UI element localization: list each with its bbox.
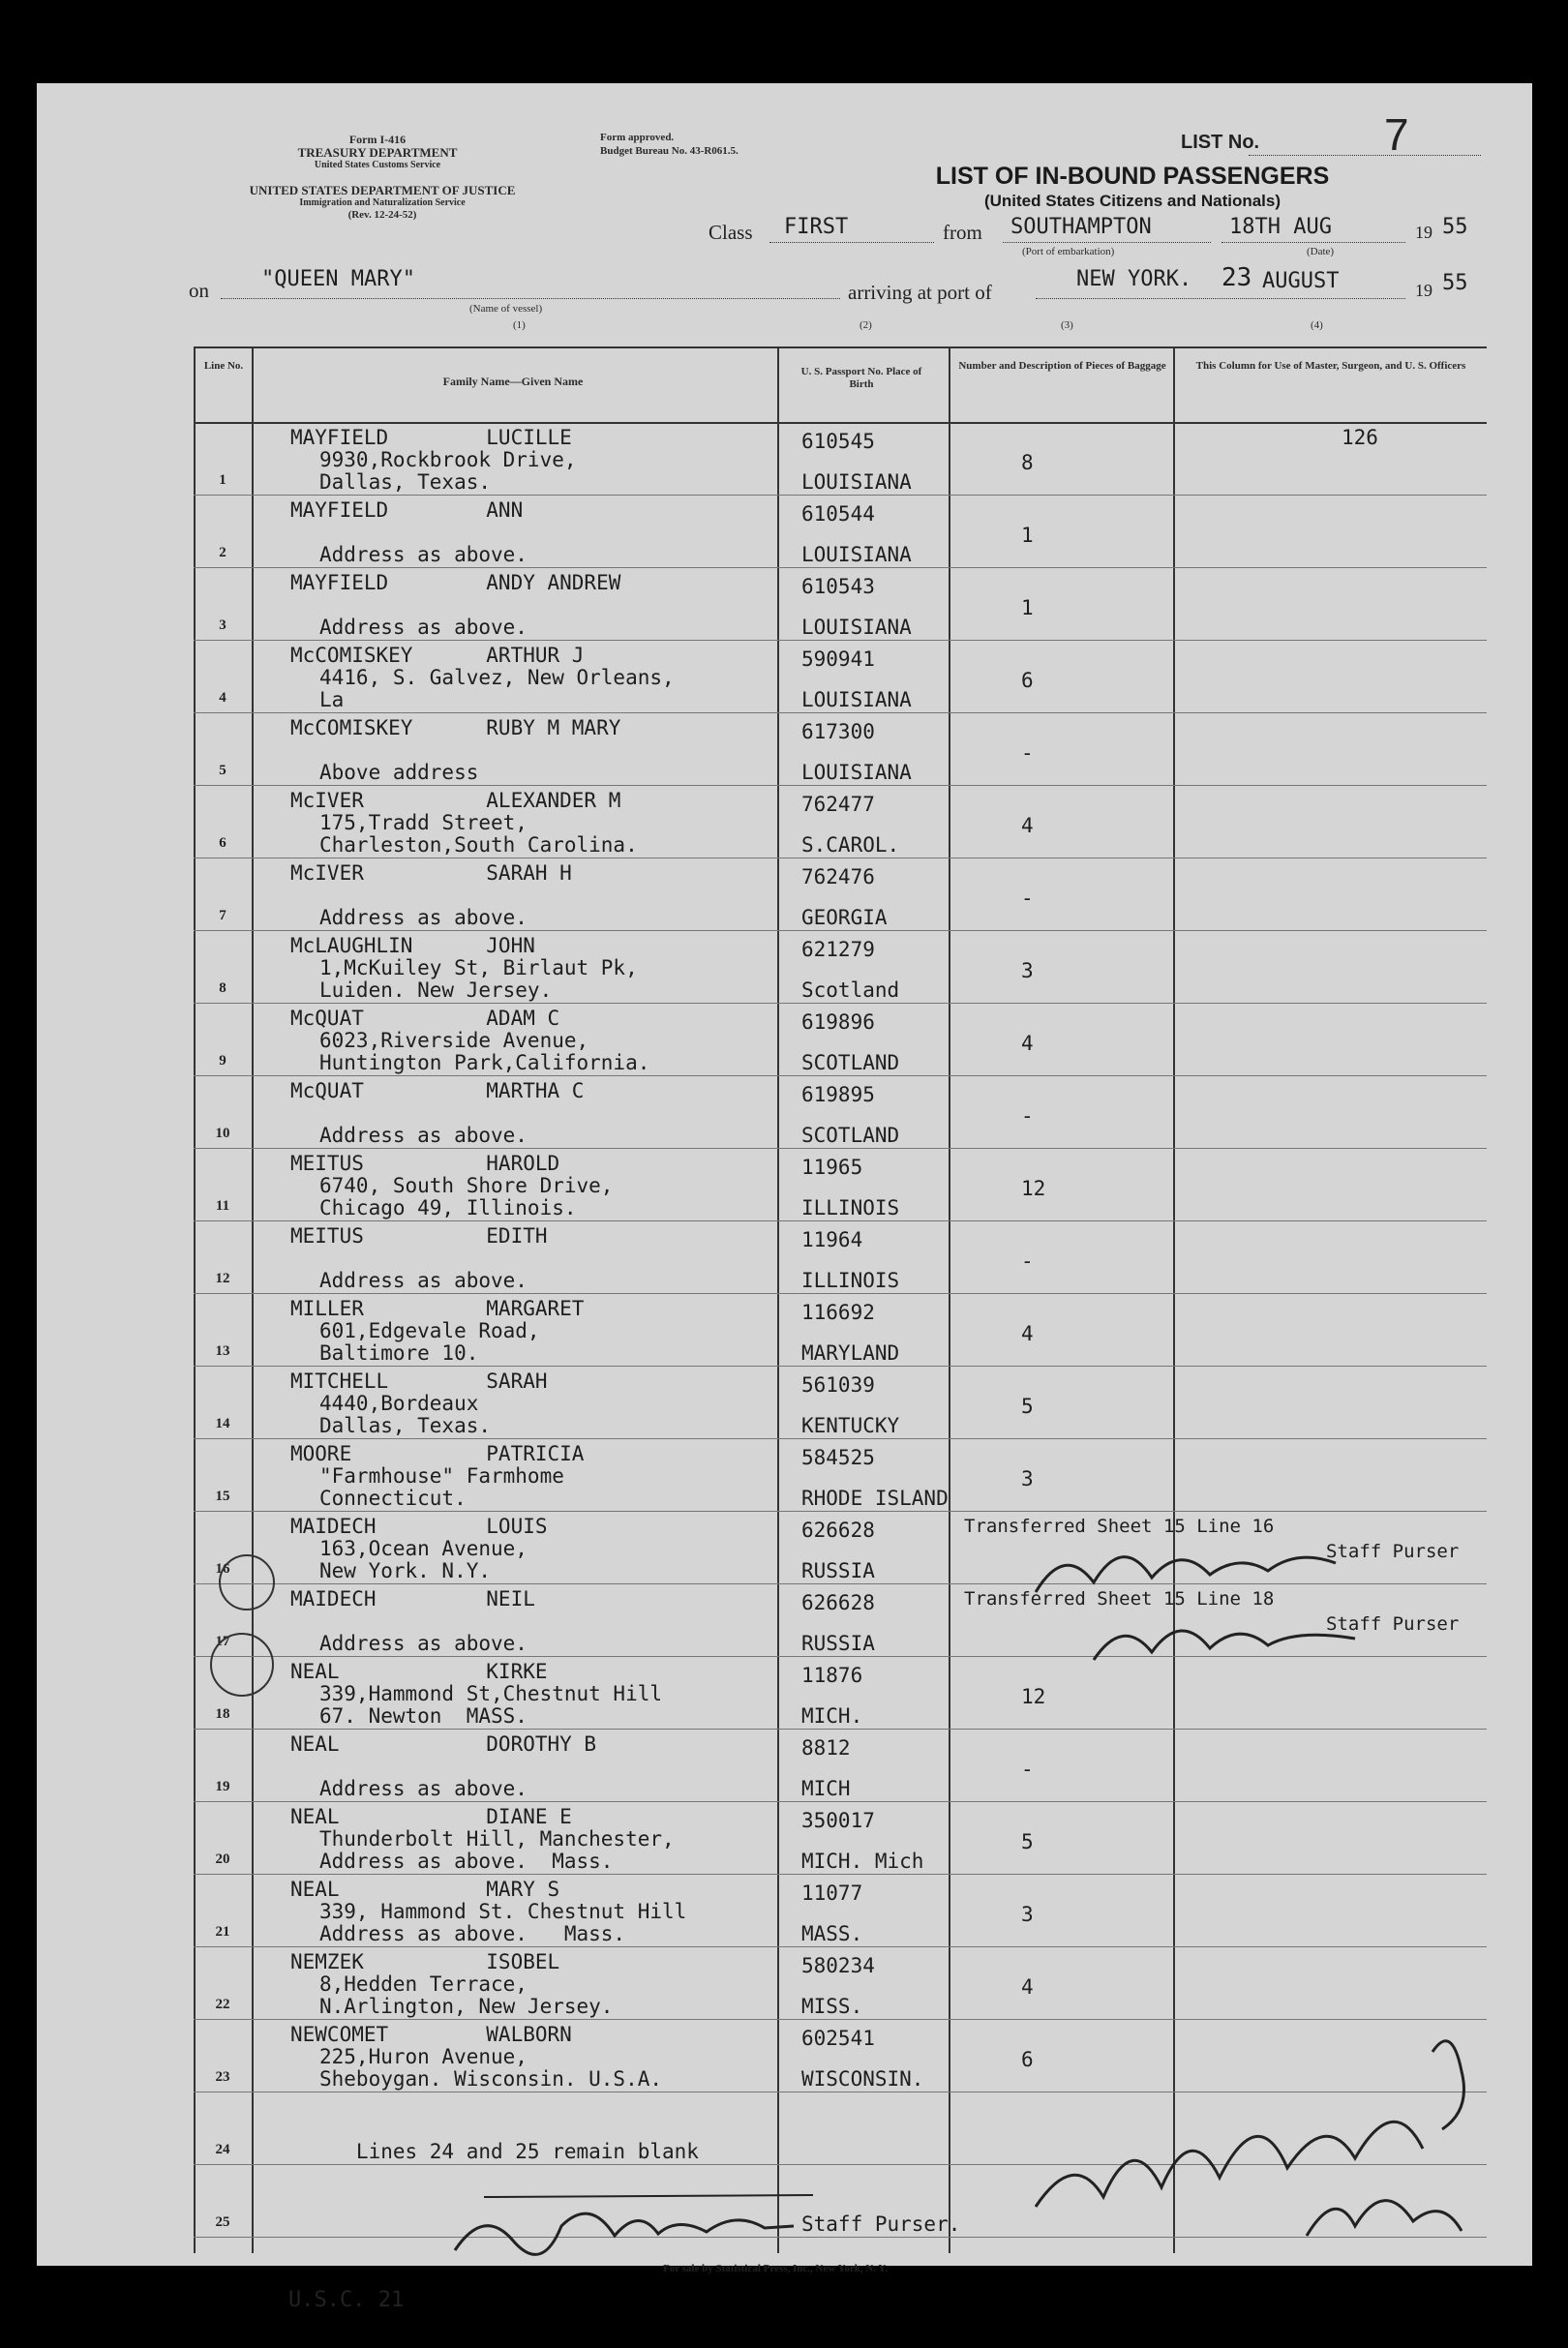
row-divider [194, 640, 1487, 641]
place-of-birth: RHODE ISLAND [801, 1487, 949, 1510]
passport-number: 584525 [801, 1446, 875, 1469]
baggage-count: - [1021, 741, 1034, 765]
baggage-count: - [1021, 887, 1034, 910]
officer-signature-bottom [1016, 2013, 1500, 2265]
col-head-passport: U. S. Passport No. Place of Birth [800, 366, 922, 390]
col-head-name: Family Name—Given Name [442, 375, 584, 388]
baggage-count: 5 [1021, 1395, 1034, 1418]
on-label: on [189, 279, 209, 302]
form-code: U.S.C. 21 [288, 2288, 405, 2312]
date-value: 18TH AUG [1229, 215, 1332, 239]
address-line-2: Address as above. [319, 1269, 528, 1292]
place-of-birth: GEORGIA [801, 906, 888, 929]
passenger-name: MAYFIELD LUCILLE [290, 426, 572, 449]
line-number: 1 [219, 472, 226, 488]
row-divider [194, 1366, 1487, 1367]
line-number: 23 [215, 2069, 230, 2085]
from-label: from [943, 221, 982, 244]
place-of-birth: MISS. [801, 1995, 863, 2018]
place-of-birth: SCOTLAND [801, 1051, 900, 1074]
address-line-1: 6740, South Shore Drive, [319, 1174, 614, 1197]
passenger-name: McCOMISKEY RUBY M MARY [290, 716, 621, 739]
passport-number: 619896 [801, 1010, 875, 1034]
line-number: 2 [219, 545, 226, 560]
line-number: 9 [219, 1053, 226, 1069]
line-number: 8 [219, 980, 226, 996]
baggage-count: 8 [1021, 451, 1034, 474]
col-marker-2: (2) [859, 319, 872, 331]
baggage-count: - [1021, 1104, 1034, 1128]
address-line-2: Connecticut. [319, 1487, 467, 1510]
year-prefix: 19 [1415, 223, 1432, 242]
place-of-birth: LOUISIANA [801, 688, 912, 711]
address-line-1: Thunderbolt Hill, Manchester, [319, 1827, 675, 1851]
col-head-baggage: Number and Description of Pieces of Baggage [958, 360, 1166, 372]
place-of-birth: MASS. [801, 1922, 863, 1945]
form-approved: Form approved. [600, 132, 675, 143]
passenger-name: NEAL DOROTHY B [290, 1732, 597, 1756]
passport-number: 602541 [801, 2027, 875, 2050]
officer-note: Staff Purser [1326, 1541, 1460, 1562]
line-number: 21 [215, 1924, 230, 1940]
row-divider [194, 567, 1487, 568]
address-line-2: Dallas, Texas. [319, 470, 492, 494]
passenger-table [194, 346, 1487, 2253]
row-divider [194, 712, 1487, 713]
address-line-1: 1,McKuiley St, Birlaut Pk, [319, 956, 638, 979]
address-line-2: Baltimore 10. [319, 1341, 479, 1365]
baggage-count: 6 [1021, 2048, 1034, 2071]
address-line-1: 9930,Rockbrook Drive, [319, 448, 577, 471]
passenger-name: MAIDECH NEIL [290, 1587, 535, 1610]
col-divider [949, 346, 950, 2253]
purser-signature-bottom [445, 2168, 852, 2265]
address-line-2: Luiden. New Jersey. [319, 978, 553, 1002]
passenger-name: MOORE PATRICIA [290, 1442, 585, 1465]
baggage-count: 12 [1021, 1685, 1046, 1708]
row-divider [194, 495, 1487, 496]
place-of-birth: WISCONSIN. [801, 2067, 924, 2091]
row-divider [194, 930, 1487, 931]
budget-bureau: Budget Bureau No. 43-R061.5. [600, 145, 739, 157]
place-of-birth: LOUISIANA [801, 543, 912, 566]
address-line-2: La [319, 688, 345, 711]
arrival-day: 23 [1221, 263, 1252, 292]
baggage-count: 3 [1021, 1467, 1034, 1490]
address-line-2: Lines 24 and 25 remain blank [319, 2140, 699, 2163]
line-circle-17 [203, 1626, 281, 1703]
row-divider [194, 1801, 1487, 1802]
line-number: 4 [219, 690, 226, 706]
list-no-value: 7 [1384, 109, 1409, 160]
year-value: 55 [1442, 215, 1468, 239]
address-line-1: 175,Tradd Street, [319, 811, 528, 834]
line-number: 13 [215, 1343, 230, 1359]
address-line-2: Sheboygan. Wisconsin. U.S.A. [319, 2067, 663, 2091]
passenger-name: MAYFIELD ANN [290, 498, 524, 522]
address-line-1: "Farmhouse" Farmhome [319, 1464, 564, 1488]
passenger-name: MEITUS HAROLD [290, 1152, 560, 1175]
passenger-name: NEMZEK ISOBEL [290, 1950, 560, 1973]
address-line-1: 8,Hedden Terrace, [319, 1972, 528, 1996]
baggage-count: 5 [1021, 1830, 1034, 1853]
baggage-count: 4 [1021, 1032, 1034, 1055]
address-line-2: Charleston,South Carolina. [319, 833, 638, 857]
place-of-birth: LOUISIANA [801, 470, 912, 494]
row-divider [194, 1438, 1487, 1439]
passenger-name: MAYFIELD ANDY ANDREW [290, 571, 621, 594]
place-of-birth: MICH. [801, 1704, 863, 1728]
customs-service: United States Customs Service [314, 160, 441, 170]
passport-number: 610543 [801, 575, 875, 598]
place-of-birth: RUSSIA [801, 1559, 875, 1582]
header-divider [194, 422, 1487, 424]
arrival-year: 55 [1442, 271, 1468, 295]
address-line-2: Address as above. [319, 1777, 528, 1800]
line-number: 7 [219, 908, 226, 923]
address-line-2: Chicago 49, Illinois. [319, 1196, 577, 1219]
col-head-officers: This Column for Use of Master, Surgeon, and U. S. Officers [1195, 360, 1466, 372]
passport-number: 580234 [801, 1954, 875, 1977]
immigration-service: Immigration and Naturalization Service [299, 197, 466, 208]
line-number: 24 [215, 2142, 230, 2157]
passenger-name: McIVER ALEXANDER M [290, 789, 621, 812]
place-of-birth: ILLINOIS [801, 1269, 900, 1292]
baggage-count: 6 [1021, 669, 1034, 692]
baggage-count: 1 [1021, 596, 1034, 619]
arrival-port: NEW YORK. [1076, 267, 1192, 291]
list-no-label: LIST No. [1181, 132, 1260, 153]
line-number: 19 [215, 1779, 230, 1794]
baggage-count: - [1021, 1758, 1034, 1781]
line-number: 16 [215, 1561, 230, 1577]
address-line-2: Address as above. [319, 616, 528, 639]
row-divider [194, 1729, 1487, 1730]
address-line-1: 163,Ocean Avenue, [319, 1537, 528, 1560]
passport-number: 617300 [801, 720, 875, 743]
col-marker-4: (4) [1311, 319, 1323, 331]
address-line-2: New York. N.Y. [319, 1559, 492, 1582]
from-value: SOUTHAMPTON [1010, 215, 1152, 239]
passport-number: 350017 [801, 1809, 875, 1832]
passenger-name: MAIDECH LOUIS [290, 1515, 548, 1538]
date-caption: (Date) [1307, 246, 1335, 257]
baggage-count: 1 [1021, 524, 1034, 547]
justice-dept: UNITED STATES DEPARTMENT OF JUSTICE [249, 183, 516, 197]
col-head-line-no: Line No. [203, 360, 244, 372]
officer-note: 126 [1342, 426, 1378, 449]
row-divider [194, 1148, 1487, 1149]
page-subtitle: (United States Citizens and Nationals) [983, 192, 1282, 210]
line-number: 18 [215, 1706, 230, 1722]
line-number: 17 [215, 1634, 230, 1649]
passenger-name: NEAL MARY S [290, 1878, 560, 1901]
class-value: FIRST [784, 215, 849, 239]
passport-number: 11965 [801, 1156, 863, 1179]
row-divider [194, 1220, 1487, 1221]
baggage-count: 12 [1021, 1177, 1046, 1200]
passport-number: 610545 [801, 430, 875, 453]
line-number: 6 [219, 835, 226, 851]
passenger-name: McQUAT ADAM C [290, 1007, 560, 1030]
baggage-count: 4 [1021, 1975, 1034, 1999]
passport-number: 621279 [801, 938, 875, 961]
passenger-name: McQUAT MARTHA C [290, 1079, 585, 1102]
address-line-2: Address as above. [319, 1124, 528, 1147]
vessel-value: "QUEEN MARY" [261, 267, 415, 291]
address-line-1: 4440,Bordeaux [319, 1392, 479, 1415]
transfer-signature-16 [1026, 1524, 1355, 1602]
transfer-signature-17 [1084, 1602, 1374, 1670]
address-line-2: Address as above. [319, 906, 528, 929]
passport-number: 590941 [801, 647, 875, 671]
place-of-birth: LOUISIANA [801, 616, 912, 639]
passport-number: 619895 [801, 1083, 875, 1106]
passport-number: 8812 [801, 1736, 851, 1760]
baggage-count: Transferred Sheet 15 Line 18 [964, 1588, 1275, 1610]
line-number: 22 [215, 1997, 230, 2012]
line-number: 14 [215, 1416, 230, 1431]
col-divider [252, 346, 254, 2253]
from-line [1003, 242, 1211, 243]
arriving-line [1036, 298, 1405, 299]
list-no-line [1249, 155, 1481, 156]
col-divider [777, 346, 779, 2253]
col-marker-3: (3) [1061, 319, 1073, 331]
passport-number: 762476 [801, 865, 875, 888]
place-of-birth: S.CAROL. [801, 833, 900, 857]
passenger-name: NEAL KIRKE [290, 1660, 548, 1683]
revision: (Rev. 12-24-52) [347, 209, 417, 221]
place-of-birth: KENTUCKY [801, 1414, 900, 1437]
address-line-1: 339,Hammond St,Chestnut Hill [319, 1682, 663, 1705]
place-of-birth: MICH [801, 1777, 851, 1800]
vessel-line [221, 298, 840, 299]
passenger-name: MITCHELL SARAH [290, 1370, 548, 1393]
address-line-1: 339, Hammond St. Chestnut Hill [319, 1900, 687, 1923]
address-line-2: Address as above. [319, 543, 528, 566]
arrival-year-prefix: 19 [1415, 281, 1432, 300]
place-of-birth: SCOTLAND [801, 1124, 900, 1147]
address-line-2: Huntington Park,California. [319, 1051, 650, 1074]
place-of-birth: Scotland [801, 978, 900, 1002]
address-line-2: Dallas, Texas. [319, 1414, 492, 1437]
col-divider [1173, 346, 1175, 2253]
printer-note: For sale by Statistical Press, Inc., New York, N. Y. [663, 2263, 889, 2274]
address-line-2: Address as above. [319, 1632, 528, 1655]
address-line-1: 4416, S. Galvez, New Orleans, [319, 666, 675, 689]
place-of-birth: RUSSIA [801, 1632, 875, 1655]
address-line-2: 67. Newton MASS. [319, 1704, 528, 1728]
officer-note: Staff Purser [1326, 1613, 1460, 1635]
place-of-birth: Staff Purser. [801, 2213, 961, 2236]
passenger-name: McLAUGHLIN JOHN [290, 934, 535, 957]
passport-number: 626628 [801, 1519, 875, 1542]
passport-number: 610544 [801, 502, 875, 526]
passport-number: 626628 [801, 1591, 875, 1614]
place-of-birth: MARYLAND [801, 1341, 900, 1365]
row-divider [194, 785, 1487, 786]
passenger-name: MEITUS EDITH [290, 1224, 548, 1248]
form-number: Form I-416 [348, 133, 407, 146]
page-title: LIST OF IN-BOUND PASSENGERS [935, 163, 1330, 190]
line-number: 3 [219, 617, 226, 633]
baggage-count: 3 [1021, 959, 1034, 982]
place-of-birth: LOUISIANA [801, 761, 912, 784]
line-number: 15 [215, 1489, 230, 1504]
row-divider [194, 1293, 1487, 1294]
row-divider [194, 1946, 1487, 1947]
address-line-2: Address as above. Mass. [319, 1850, 614, 1873]
line-number: 12 [215, 1271, 230, 1286]
baggage-count: Transferred Sheet 15 Line 16 [964, 1516, 1275, 1537]
port-embarkation-caption: (Port of embarkation) [1022, 246, 1115, 257]
row-divider [194, 1874, 1487, 1875]
line-number: 25 [215, 2214, 230, 2230]
place-of-birth: MICH. Mich [801, 1850, 924, 1873]
address-line-1: 225,Huron Avenue, [319, 2045, 528, 2068]
baggage-count: 3 [1021, 1903, 1034, 1926]
row-divider [194, 1075, 1487, 1076]
passenger-name: McCOMISKEY ARTHUR J [290, 644, 585, 667]
class-label: Class [709, 221, 753, 244]
passport-number: 11964 [801, 1228, 863, 1251]
passenger-name: MILLER MARGARET [290, 1297, 585, 1320]
line-number: 20 [215, 1851, 230, 1867]
passport-number: 11876 [801, 1664, 863, 1687]
address-line-2: N.Arlington, New Jersey. [319, 1995, 614, 2018]
passenger-name: NEAL DIANE E [290, 1805, 572, 1828]
row-divider [194, 1511, 1487, 1512]
passenger-name: NEWCOMET WALBORN [290, 2023, 572, 2046]
address-line-1: 6023,Riverside Avenue, [319, 1029, 589, 1052]
address-line-2: Address as above. Mass. [319, 1922, 626, 1945]
line-number: 11 [215, 1198, 230, 1214]
row-divider [194, 1003, 1487, 1004]
passport-number: 762477 [801, 793, 875, 816]
date-line [1221, 242, 1405, 243]
address-line-1: 601,Edgevale Road, [319, 1319, 540, 1342]
line-circle-16 [213, 1549, 281, 1616]
baggage-count: 4 [1021, 1322, 1034, 1345]
passport-number: 11077 [801, 1881, 863, 1905]
address-line-2: Above address [319, 761, 479, 784]
line-number: 5 [219, 763, 226, 778]
baggage-count: 4 [1021, 814, 1034, 837]
baggage-count: - [1021, 1249, 1034, 1273]
vessel-caption: (Name of vessel) [469, 303, 543, 315]
place-of-birth: ILLINOIS [801, 1196, 900, 1219]
treasury-dept: TREASURY DEPARTMENT [297, 145, 458, 160]
class-line [769, 242, 934, 243]
arriving-label: arriving at port of [848, 281, 992, 304]
passenger-name: McIVER SARAH H [290, 861, 572, 885]
arrival-month: AUGUST [1262, 269, 1340, 293]
line-number: 10 [215, 1126, 230, 1141]
col-marker-1: (1) [513, 319, 526, 331]
passport-number: 561039 [801, 1373, 875, 1397]
passport-number: 116692 [801, 1301, 875, 1324]
